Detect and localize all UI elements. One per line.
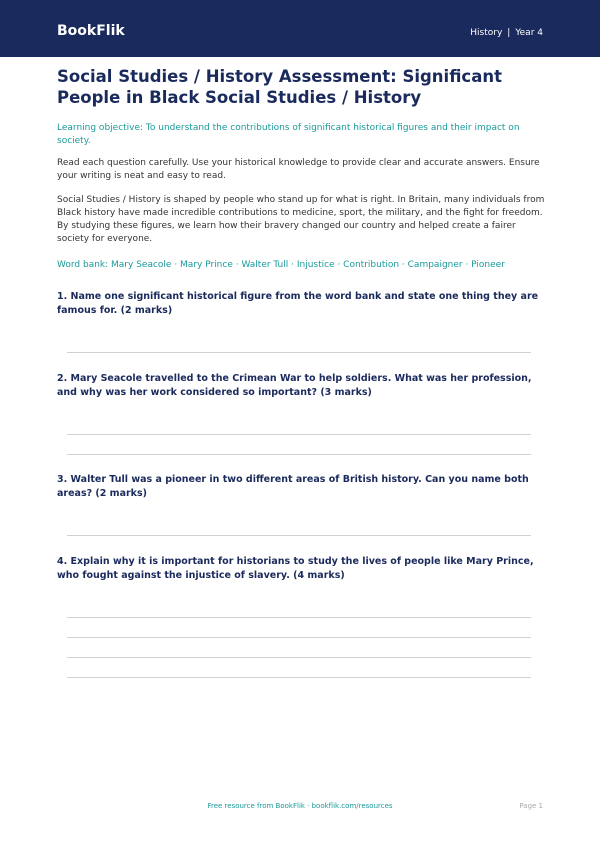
question-2: 2. Mary Seacole travelled to the Crimean War to help soldiers. What was her profession, and why was her work considered so important? (3 marks) xyxy=(57,373,532,398)
answer-line[interactable] xyxy=(67,434,531,435)
page-title: Social Studies / History Assessment: Significant People in Black Social Studies / History xyxy=(57,67,502,107)
page-number: Page 1 xyxy=(519,802,543,810)
question-3: 3. Walter Tull was a pioneer in two different areas of British history. Can you name both areas? (2 marks) xyxy=(57,474,529,499)
answer-line[interactable] xyxy=(67,677,531,678)
answer-line[interactable] xyxy=(67,535,531,536)
answer-line[interactable] xyxy=(67,657,531,658)
instructions-text: Read each question carefully. Use your historical knowledge to provide clear and accurate answers. Ensure your writing is neat and easy to read. xyxy=(57,158,540,181)
page-header xyxy=(0,0,600,57)
brand-logo: BookFlik xyxy=(57,23,125,39)
answer-line[interactable] xyxy=(67,454,531,455)
separator: | xyxy=(507,28,511,38)
footer-resource-link[interactable]: Free resource from BookFlik · bookflik.com/resources xyxy=(207,802,393,810)
subject-year-label xyxy=(470,28,543,38)
subject-label: History xyxy=(470,28,503,38)
year-label: Year 4 xyxy=(515,28,543,38)
question-1: 1. Name one significant historical figure from the word bank and state one thing they are famous for. (2 marks) xyxy=(57,291,539,316)
answer-line[interactable] xyxy=(67,352,531,353)
answer-line[interactable] xyxy=(67,617,531,618)
answer-line[interactable] xyxy=(67,637,531,638)
word-bank: Word bank: Mary Seacole · Mary Prince · Walter Tull · Injustice · Contribution · Campaigner · Pioneer xyxy=(57,260,505,270)
intro-paragraph: Social Studies / History is shaped by people who stand up for what is right. In Britain, many individuals from Black history have made incredible contributions to medicine, sport, the military, and the fight for freedom. By studying these figures, we learn how their bravery changed our country and helped create a fairer society for everyone. xyxy=(57,195,545,244)
learning-objective: Learning objective: To understand the contributions of significant historical figures and their impact on society. xyxy=(57,123,520,146)
question-4: 4. Explain why it is important for historians to study the lives of people like Mary Prince, who fought against the injustice of slavery. (4 marks) xyxy=(57,556,534,581)
